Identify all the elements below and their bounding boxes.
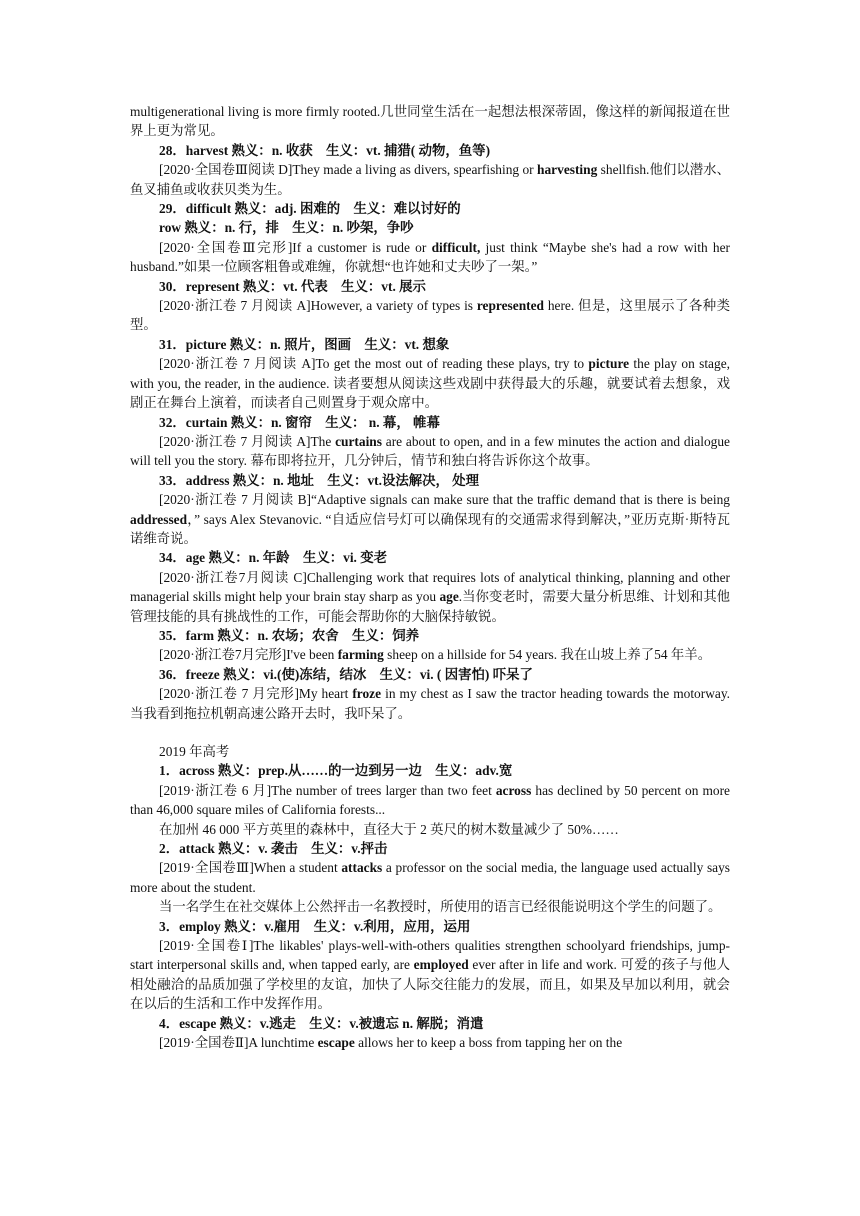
keyword-bold: represented: [476, 298, 545, 314]
paragraph: [130, 936, 730, 1014]
keyword-bold: curtains: [335, 433, 382, 449]
text-run: [2020·浙江卷 7 月阅读 A]To get the most out of reading these plays, try to: [159, 356, 589, 372]
paragraph: [130, 897, 730, 916]
text-run: [2019·全国卷Ⅰ]The likables' plays-well-with-others qualities strengthen schoolyard friendships, jump-start interpersonal skills and, when tapped early, are: [130, 938, 730, 973]
text-run: here. 但是，这里展示了各种类型。: [130, 298, 730, 333]
keyword-bold: attacks: [341, 860, 383, 876]
keyword-bold: escape: [317, 1035, 355, 1051]
keyword-bold: across: [495, 782, 532, 798]
vocab-entry-heading: [130, 413, 730, 432]
text-run: 当一名学生在社交媒体上公然抨击一名教授时，所使用的语言已经很能说明这个学生的问题了。: [159, 899, 722, 915]
text-run: row 熟义：n. 行，排 生义：n. 吵架，争吵: [159, 220, 414, 236]
vocab-entry-heading: [130, 839, 730, 858]
paragraph: [130, 742, 730, 761]
text-run: 33．address 熟义：n. 地址 生义：vt.设法解决， 处理: [159, 472, 480, 488]
text-run: has declined by 50 percent on more than 46,000 square miles of California forests...: [130, 782, 730, 818]
vocab-entry-heading: [130, 141, 730, 160]
text-run: [2020·浙江卷 7 月完形]My heart: [159, 686, 353, 702]
text-run: 29．difficult 熟义：adj. 困难的 生义：难以讨好的: [159, 201, 461, 217]
text-run: 31．picture 熟义：n. 照片，图画 生义：vt. 想象: [159, 336, 450, 352]
text-run: [2019·浙江卷 6 月]The number of trees larger than two feet: [159, 782, 496, 798]
vocab-entry-heading: [130, 761, 730, 780]
vocab-entry-heading: [130, 626, 730, 645]
text-run: in my chest as I saw the tractor heading towards the motorway. 当我看到拖拉机朝高速公路开去时，我吓呆了。: [130, 686, 730, 721]
paragraph: [130, 684, 730, 723]
text-run: [2020·全国卷Ⅲ阅读 D]They made a living as divers, spearfishing or: [159, 162, 538, 178]
text-run: [2019·全国卷Ⅱ]A lunchtime: [159, 1035, 318, 1051]
keyword-bold: difficult,: [431, 239, 481, 255]
text-run: 2．attack 熟义：v. 袭击 生义：v.抨击: [159, 841, 388, 857]
text-run: multigenerational living is more firmly rooted.几世同堂生活在一起想法根深蒂固，像这样的新闻报道在世界上更为常见。: [130, 104, 730, 139]
paragraph: [130, 781, 730, 820]
text-run: [2020·浙江卷 7 月阅读 A]However, a variety of types is: [159, 298, 477, 314]
paragraph: [130, 820, 730, 839]
text-run: ，” says Alex Stevanovic. “自适应信号灯可以确保现有的交通需求得到解决，”亚历克斯·斯特瓦诺维奇说。: [130, 511, 730, 546]
vocab-entry-heading: [130, 917, 730, 936]
text-run: the play on stage, with you, the reader, in the audience. 读者要想从阅读这些戏剧中获得最大的乐趣，就要试着去想象，戏剧正在舞台上演着，而读者自己则置身于观众席中。: [130, 356, 730, 411]
vocab-entry-heading: [130, 335, 730, 354]
section-gap: [130, 723, 730, 742]
vocab-entry-heading: [130, 1014, 730, 1033]
vocab-entry-heading: [130, 199, 730, 218]
keyword-bold: harvesting: [537, 162, 598, 178]
text-run: 30．represent 熟义：vt. 代表 生义：vt. 展示: [159, 278, 426, 294]
text-run: [2020·浙江卷7月完形]I've been: [159, 647, 338, 663]
paragraph: [130, 568, 730, 626]
text-run: 35．farm 熟义：n. 农场；农舍 生义：饲养: [159, 627, 419, 643]
text-run: [2020·全国卷Ⅲ完形]If a customer is rude or: [159, 239, 432, 255]
text-run: 28．harvest 熟义：n. 收获 生义：vt. 捕猎( 动物，鱼等): [159, 142, 491, 158]
paragraph: [130, 102, 730, 141]
text-run: a professor on the social media, the language used actually says more about the student.: [130, 860, 730, 895]
text-run: 3．employ 熟义：v.雇用 生义：v.利用，应用，运用: [159, 918, 471, 934]
text-run: .当你变老时，需要大量分析思维、计划和其他管理技能的具有挑战性的工作，可能会帮助你的大脑保持敏锐。: [130, 589, 730, 624]
text-run: [2020·浙江卷 7 月阅读 A]The: [159, 433, 336, 449]
paragraph: [130, 238, 730, 277]
text-run: sheep on a hillside for 54 years. 我在山坡上养了54 年羊。: [383, 647, 712, 663]
keyword-bold: addressed: [130, 511, 188, 527]
paragraph: [130, 354, 730, 412]
text-run: just think “Maybe she's had a row with her husband.”如果一位顾客粗鲁或难缠，你就想“也许她和丈夫吵了一架。”: [130, 239, 730, 275]
text-run: 36．freeze 熟义：vi.(使)冻结，结冰 生义：vi. ( 因害怕) 吓呆了: [159, 666, 533, 682]
vocab-entry-heading: [130, 277, 730, 296]
paragraph: [130, 160, 730, 199]
text-run: allows her to keep a boss from tapping her on the: [354, 1035, 623, 1051]
keyword-bold: froze: [352, 686, 382, 702]
text-run: [2019·全国卷Ⅲ]When a student: [159, 860, 342, 876]
text-run: are about to open, and in a few minutes the action and dialogue will tell you the story. 幕布即将拉开，几分钟后，情节和独白将告诉你这个故事。: [130, 433, 730, 469]
vocab-entry-heading: [130, 665, 730, 684]
text-run: 4．escape 熟义：v.逃走 生义：v.被遗忘 n. 解脱；消遣: [159, 1015, 484, 1031]
text-run: 32．curtain 熟义：n. 窗帘 生义： n. 幕， 帷幕: [159, 414, 440, 430]
text-run: 34．age 熟义：n. 年龄 生义：vi. 变老: [159, 550, 388, 566]
paragraph: [130, 432, 730, 471]
paragraph: [130, 296, 730, 335]
keyword-bold: farming: [337, 647, 384, 663]
text-run: 2019 年高考: [159, 744, 230, 759]
paragraph: [130, 1033, 730, 1052]
keyword-bold: age: [439, 589, 459, 605]
keyword-bold: picture: [588, 356, 630, 372]
paragraph: [130, 490, 730, 548]
text-run: 1．across 熟义：prep.从……的一边到另一边 生义：adv.宽: [159, 763, 513, 779]
text-run: ever after in life and work. 可爱的孩子与他人相处融洽的品质加强了学校里的友谊，加快了人际交往能力的发展，而且，如果及早加以利用，就会在以后的生活和工作中发挥作用。: [130, 957, 730, 1012]
text-run: 在加州 46 000 平方英里的森林中，直径大于 2 英尺的树木数量减少了 50%……: [159, 821, 619, 837]
paragraph: [130, 858, 730, 897]
document-page: [130, 102, 730, 1053]
vocab-entry-heading: [130, 218, 730, 237]
paragraph: [130, 645, 730, 664]
text-run: shellfish.他们以潜水、鱼叉捕鱼或收获贝类为生。: [130, 162, 731, 197]
vocab-entry-heading: [130, 548, 730, 567]
vocab-entry-heading: [130, 471, 730, 490]
text-run: [2020·浙江卷 7 月阅读 B]“Adaptive signals can make sure that the traffic demand that is there is being: [159, 492, 730, 508]
text-run: [2020·浙江卷7月阅读 C]Challenging work that requires lots of analytical thinking, planning and other managerial skills might help your brain stay sharp as you: [130, 569, 730, 605]
keyword-bold: employed: [413, 957, 469, 973]
